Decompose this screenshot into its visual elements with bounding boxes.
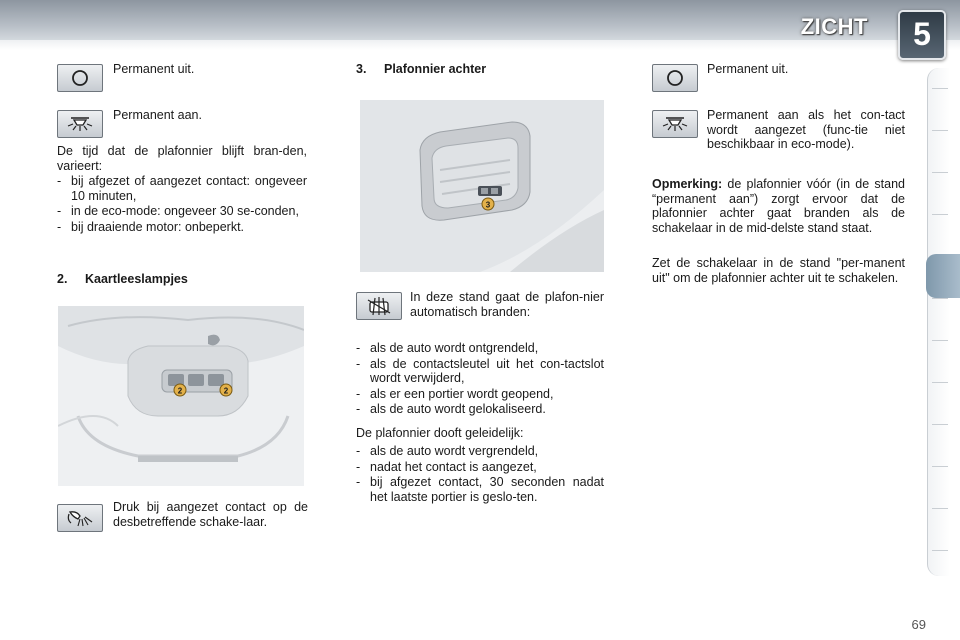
circle-off-icon [69,69,91,87]
rail-tick [932,172,948,173]
section-title: Plafonnier achter [384,62,487,76]
auto-on-conditions-list [356,341,604,418]
list-item: - als de contactsleutel uit het con-tactslot wordt verwijderd, [356,357,604,386]
reading-lamp-instruction: Druk bij aangezet contact op de desbetreffende schake-laar. [113,500,308,529]
header-band-highlight [0,40,960,50]
note-label: Opmerking: [652,177,723,191]
permanent-on-label-right: Permanent aan als het con-tact wordt aangezet (func-tie niet beschikbaar in eco-mode). [707,108,905,151]
rail-tick [932,214,948,215]
list-item: - bij afgezet of aangezet contact: ongeveer 10 minuten, [57,174,307,203]
reading-lamps-photo [58,306,304,486]
rail-tick [932,298,948,299]
duration-paragraph: De tijd dat de plafonnier blijft bran-den, varieert: [57,144,307,173]
list-item: - in de eco-mode: ongeveer 30 se-conden, [57,204,307,219]
circle-off-icon [664,69,686,87]
section-number: 2. [57,272,68,286]
door-lamp-icon [364,296,394,316]
switch-off-paragraph: Zet de schakelaar in de stand "per-manent uit" om de plafonnier achter uit te schakelen. [652,256,905,285]
chapter-side-tab[interactable] [926,254,960,298]
permanent-on-icon-box-right [652,110,698,138]
photo-callout-2-right: 2 [223,386,229,396]
rail-tick [932,550,948,551]
auto-mode-description: In deze stand gaat de plafon-nier automatisch branden: [410,290,604,319]
note-text: de plafonnier vóór (in de stand “permanent aan”) zorgt ervoor dat de plafonnier achter gaat branden als de schakelaar in de mid-delste stand staat. [652,177,905,235]
rail-tick [932,508,948,509]
rail-tick [932,424,948,425]
rear-ceiling-light-photo [360,100,604,272]
chapter-title: ZICHT [800,14,868,39]
duration-list [57,174,307,235]
permanent-off-icon-box-right [652,64,698,92]
list-item: - nadat het contact is aangezet, [356,460,604,475]
permanent-off-label-right: Permanent uit. [707,62,789,76]
permanent-off-label: Permanent uit. [113,62,195,76]
chapter-tab [898,10,946,60]
photo-callout-3: 3 [485,200,491,210]
page-header [0,0,960,58]
rail-tick [932,382,948,383]
section-number: 3. [356,62,367,76]
rear-ceiling-light-illustration [360,100,604,272]
note-paragraph [652,177,905,235]
fade-out-paragraph: De plafonnier dooft geleidelijk: [356,426,524,440]
rail-tick [932,88,948,89]
chapter-index-rail [927,68,950,576]
permanent-off-icon-box [57,64,103,92]
chapter-number: 5 [913,16,931,52]
lamp-rays-icon [65,115,95,133]
photo-callout-2-left: 2 [177,386,183,396]
list-item: - als de auto wordt vergrendeld, [356,444,604,459]
section-title: Kaartleeslampjes [85,272,188,286]
permanent-on-icon-box [57,110,103,138]
list-item: - als er een portier wordt geopend, [356,387,604,402]
reading-lamps-illustration [58,306,304,486]
list-item: - als de auto wordt gelokaliseerd. [356,402,604,417]
rail-tick [932,130,948,131]
list-item: - als de auto wordt ontgrendeld, [356,341,604,356]
section-heading-rear-ceiling-light [356,62,486,76]
list-item: - bij afgezet contact, 30 seconden nadat het laatste portier is geslo-ten. [356,475,604,504]
reading-lamp-icon [65,508,95,528]
rail-tick [932,340,948,341]
rail-tick [932,466,948,467]
fade-out-conditions-list [356,444,604,505]
auto-mode-icon-box [356,292,402,320]
lamp-rays-icon [660,115,690,133]
permanent-on-label: Permanent aan. [113,108,202,122]
reading-lamp-icon-box [57,504,103,532]
page-number: 69 [911,617,926,632]
list-item: - bij draaiende motor: onbeperkt. [57,220,307,235]
section-heading-reading-lamps [57,272,188,286]
